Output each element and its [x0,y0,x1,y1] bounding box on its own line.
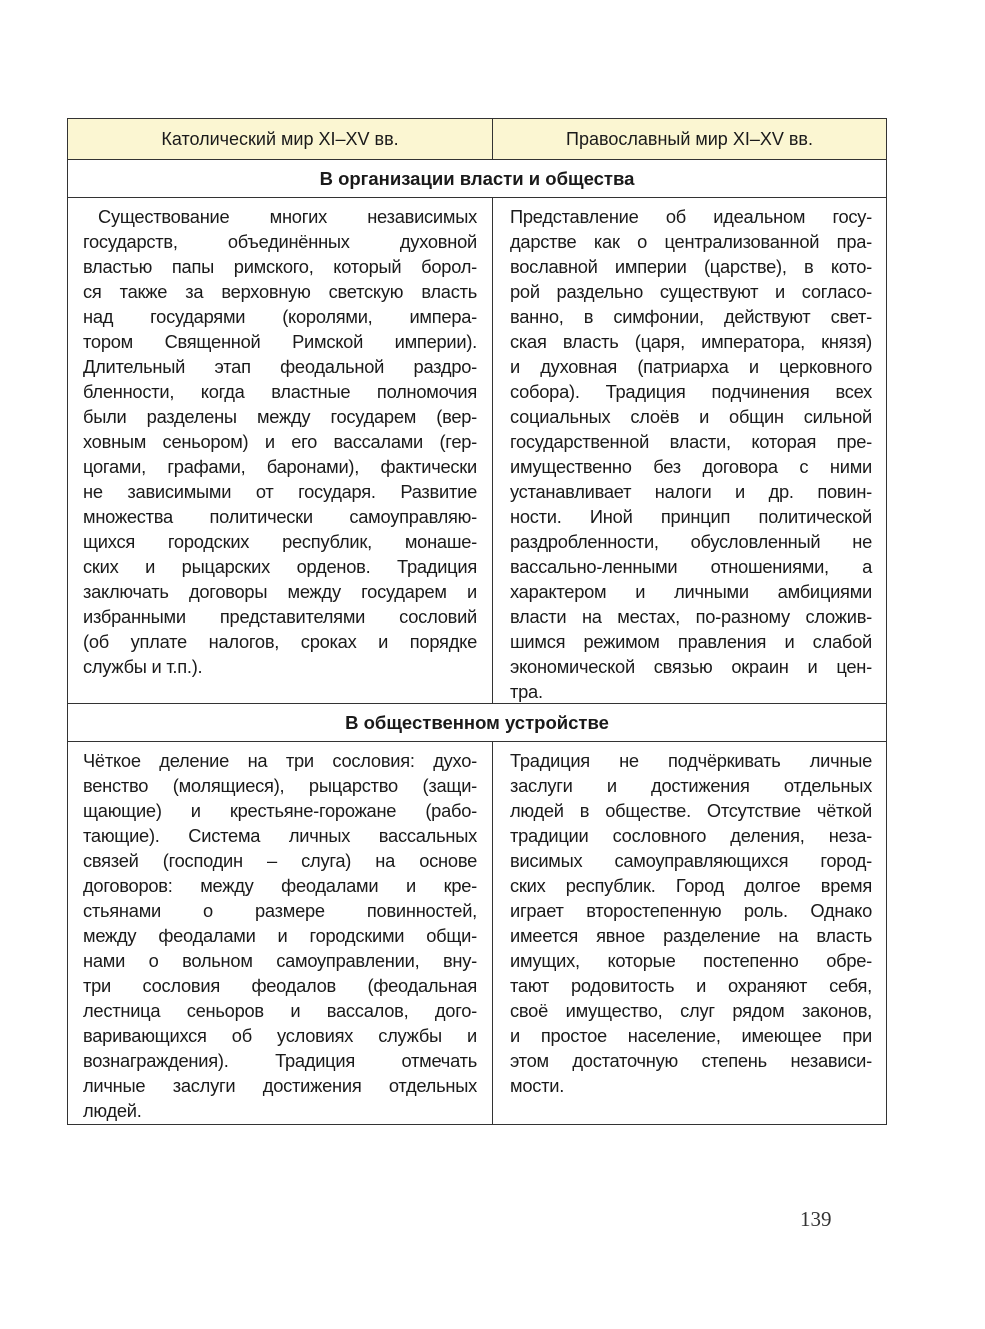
text-line: шимся режимом правления и слабой [510,631,872,652]
text-line: экономической связью окраин и цен- [510,656,872,677]
comparison-table [67,118,887,1125]
text-line: людей. [83,1100,142,1121]
section-title-society: В общественном устройстве [68,704,886,742]
text-line: нами о вольном самоуправлении, вну- [83,950,477,971]
text-line: личные заслуги достижения отдельных [83,1075,477,1096]
text-line: ховным сеньором) и его вассалами (гер- [83,431,477,452]
catholic-text-power [68,198,493,703]
text-line: вославной империи (царстве), в кото- [510,256,872,277]
text-line: властью папы римского, который борол- [83,256,477,277]
text-line: лестница сеньоров и вассалов, дого- [83,1000,477,1021]
text-line: Существование многих независимых [98,206,477,227]
text-line: бленности, когда властные полномочия [83,381,477,402]
text-line: Традиция не подчёркивать личные [510,750,872,771]
text-line: раздробленности, обусловленный не [510,531,872,552]
text-line: висимых самоуправляющихся город- [510,850,872,871]
section-body-power [68,198,886,704]
text-line: три сословия феодалов (феодальная [83,975,477,996]
text-line: цогами, графами, баронами), фактически [83,456,477,477]
text-line: стьянами о размере повинностей, [83,900,477,921]
section-title-power: В организации власти и общества [68,160,886,198]
text-line: заключать договоры между государем и [83,581,477,602]
orthodox-text-society [493,742,886,1124]
catholic-text-society [68,742,493,1124]
text-line: над государями (королями, импера- [83,306,477,327]
text-line: социальных слоёв и общин сильной [510,406,872,427]
text-line: государственной власти, которая пре- [510,431,872,452]
text-line: тра. [510,681,543,702]
text-line: ся также за верховную светскую власть [83,281,477,302]
text-line: ности. Иной принцип политической [510,506,872,527]
text-line: щающие) и крестьяне-горожане (рабо- [83,800,477,821]
header-catholic: Католический мир XI–XV вв. [68,119,493,159]
page-number: 139 [800,1207,832,1231]
text-line: государств, объединённых духовной [83,231,477,252]
text-line: собора). Традиция подчинения всех [510,381,872,402]
text-line: не зависимыми от государя. Развитие [83,481,477,502]
header-orthodox: Православный мир XI–XV вв. [566,128,813,149]
text-line: характером и личными амбициями [510,581,872,602]
text-line: своё имущество, слуг рядом законов, [510,1000,872,1021]
text-line: устанавливает налоги и др. повин- [510,481,872,502]
text-line: ванно, в симфонии, действуют свет- [510,306,872,327]
text-line: Длительный этап феодальной раздро- [83,356,477,377]
text-line: традиции сословного деления, неза- [510,825,872,846]
text-line: (об уплате налогов, сроках и порядке [83,631,477,652]
text-line: имущих, которые постепенно обре- [510,950,872,971]
text-line: ская власть (царя, императора, князя) [510,331,872,352]
text-line: венство (молящиеся), рыцарство (защи- [83,775,477,796]
text-line: Чёткое деление на три сословия: духо- [83,750,477,771]
section-body-society [68,742,886,1124]
table-header-row [68,119,886,160]
text-line: службы и т.п.). [83,656,203,677]
text-line: мости. [510,1075,565,1096]
text-line: и простое население, имеющее при [510,1025,872,1046]
text-line: этом достаточную степень независи- [510,1050,872,1071]
text-line: щихся городских республик, монаше- [83,531,477,552]
text-line: заслуги и достижения отдельных [510,775,872,796]
text-line: договоров: между феодалами и кре- [83,875,477,896]
text-line: тором Священной Римской империи). [83,331,477,352]
text-line: множества политически самоуправляю- [83,506,477,527]
orthodox-text-power [493,198,886,703]
text-line: ских республик. Город долгое время [510,875,872,896]
text-line: людей в обществе. Отсутствие чёткой [510,800,872,821]
text-line: дарстве как о централизованной пра- [510,231,872,252]
text-line: тают родовитость и охраняют себя, [510,975,872,996]
text-line: ских и рыцарских орденов. Традиция [83,556,477,577]
text-line: варивающихся об условиях службы и [83,1025,477,1046]
text-line: рой раздельно существуют и согласо- [510,281,872,302]
text-line: вознаграждения). Традиция отмечать [83,1050,477,1071]
text-line: и духовная (патриарха и церковного [510,356,872,377]
text-line: власти на местах, по-разному сложив- [510,606,872,627]
text-line: вассально-ленными отношениями, а [510,556,872,577]
text-line: имеется явное разделение на власть [510,925,872,946]
text-line: тающие). Система личных вассальных [83,825,477,846]
text-line: играет второстепенную роль. Однако [510,900,872,921]
text-line: были разделены между государем (вер- [83,406,477,427]
text-line: имущественно без договора с ними [510,456,872,477]
text-line: Представление об идеальном госу- [510,206,872,227]
text-line: между феодалами и городскими общи- [83,925,477,946]
text-line: избранными представителями сословий [83,606,477,627]
text-line: связей (господин – слуга) на основе [83,850,477,871]
